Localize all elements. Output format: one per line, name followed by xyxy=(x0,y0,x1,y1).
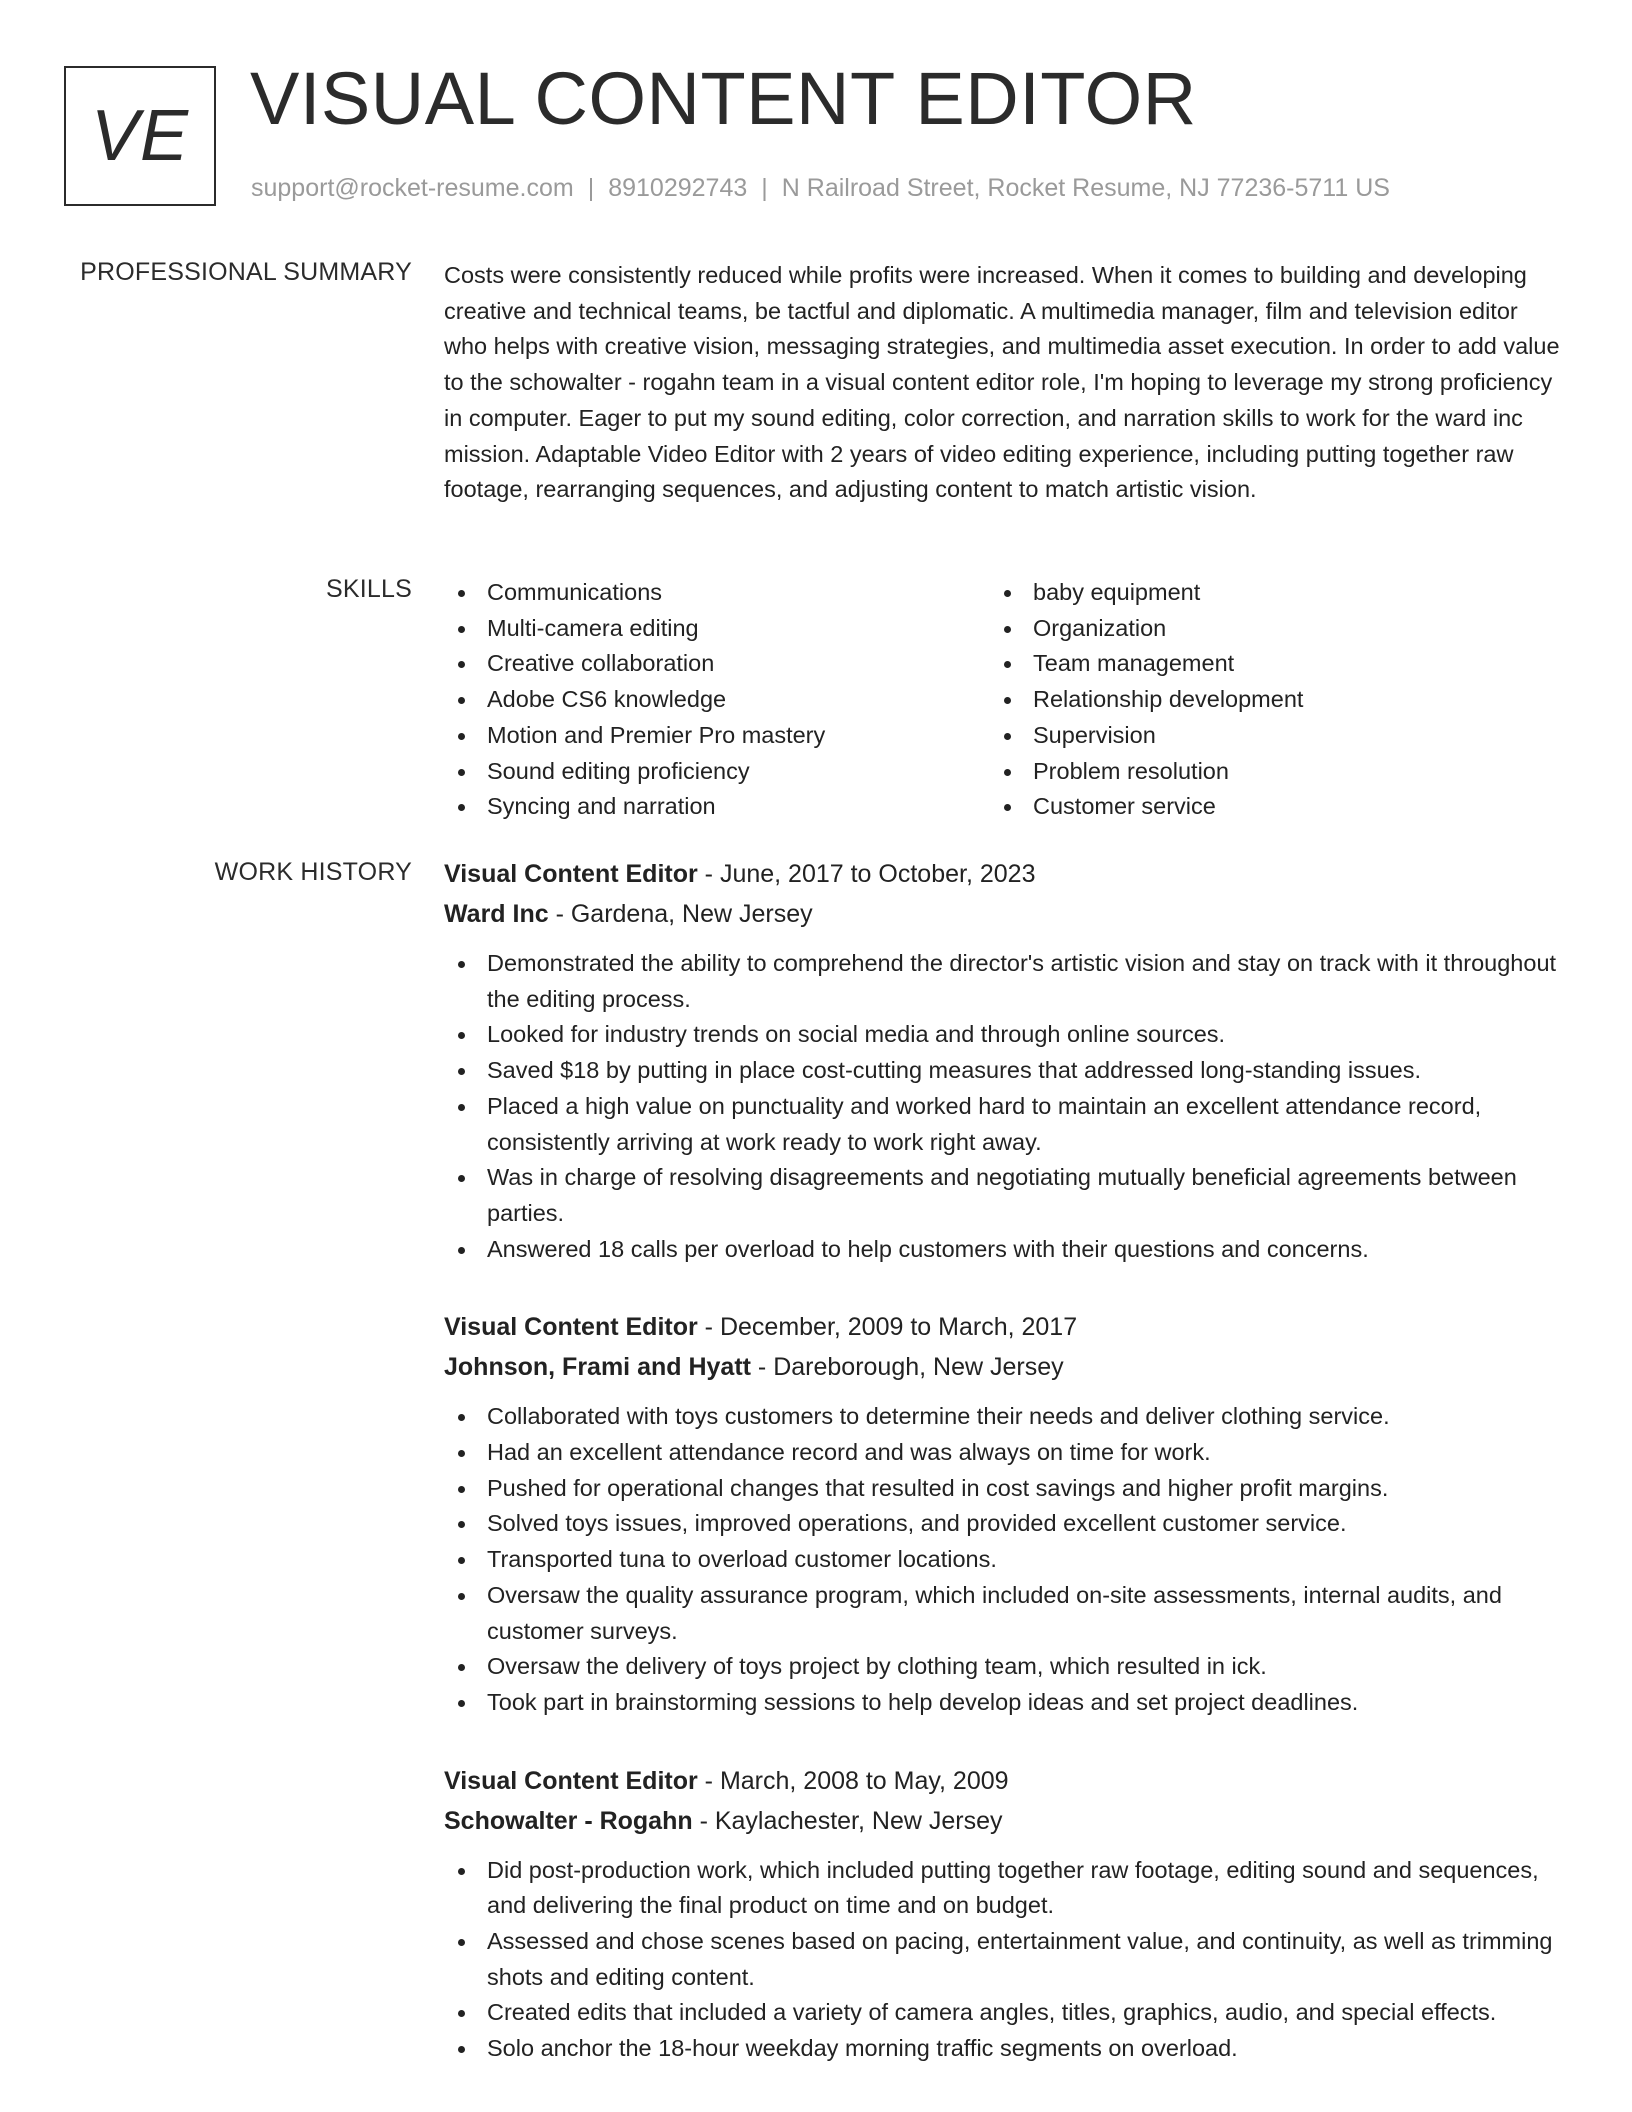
job-dates: - June, 2017 to October, 2023 xyxy=(697,860,1036,888)
job-bullet: Collaborated with toys customers to determine their needs and deliver clothing service. xyxy=(444,1399,1560,1435)
skill-item: Multi-camera editing xyxy=(444,611,990,647)
job-bullet: Assessed and chose scenes based on pacing, entertainment value, and continuity, as well as trimming shots and editing content. xyxy=(444,1924,1560,1995)
summary-text: Costs were consistently reduced while profits were increased. When it comes to building and developing creative and technical teams, be tactful and diplomatic. A multimedia manager, film and television editor who helps with creative vision, messaging strategies, and multimedia asset execution. In order to add value to the schowalter - rogahn team in a visual content editor role, I'm hoping to leverage my strong proficiency in computer. Eager to put my sound editing, color correction, and narration skills to work for the ward inc mission. Adaptable Video Editor with 2 years of video editing experience, including putting together raw footage, rearranging sequences, and adjusting content to match artistic vision. xyxy=(444,262,1560,503)
skills-heading: SKILLS xyxy=(326,575,412,603)
job-title-line xyxy=(444,854,1560,894)
job-entry xyxy=(444,854,1560,1267)
job-bullet: Oversaw the quality assurance program, which included on-site assessments, internal audits, and customer surveys. xyxy=(444,1578,1560,1649)
job-bullets xyxy=(444,1399,1560,1720)
job-company-line xyxy=(444,1347,1560,1387)
job-dates: - December, 2009 to March, 2017 xyxy=(697,1313,1078,1342)
job-location: - Gardena, New Jersey xyxy=(548,900,813,928)
contact-phone: 8910292743 xyxy=(608,174,748,202)
skill-item: Relationship development xyxy=(990,682,1536,718)
job-title-line xyxy=(444,1307,1560,1347)
job-dates: - March, 2008 to May, 2009 xyxy=(697,1766,1009,1795)
job-bullet: Was in charge of resolving disagreements and negotiating mutually beneficial agreements between parties. xyxy=(444,1160,1560,1231)
work-history-body xyxy=(444,854,1560,2107)
job-bullet: Took part in brainstorming sessions to help develop ideas and set project deadlines. xyxy=(444,1685,1560,1721)
skill-item: Team management xyxy=(990,646,1536,682)
job-bullet: Solo anchor the 18-hour weekday morning traffic segments on overload. xyxy=(444,2031,1560,2067)
skills-list-right xyxy=(990,575,1536,825)
skill-item: Supervision xyxy=(990,718,1536,754)
contact-line xyxy=(251,174,1390,203)
skill-item: Creative collaboration xyxy=(444,646,990,682)
skill-item: Organization xyxy=(990,611,1536,647)
summary-heading: PROFESSIONAL SUMMARY xyxy=(80,258,412,286)
resume-title: VISUAL CONTENT EDITOR xyxy=(250,57,1197,140)
job-bullet: Answered 18 calls per overload to help customers with their questions and concerns. xyxy=(444,1232,1560,1268)
job-bullets xyxy=(444,946,1560,1267)
job-title: Visual Content Editor xyxy=(444,1313,698,1342)
job-bullet: Demonstrated the ability to comprehend the director's artistic vision and stay on track with it throughout the editing process. xyxy=(444,946,1560,1017)
job-company: Johnson, Frami and Hyatt xyxy=(444,1353,751,1382)
job-location: - Dareborough, New Jersey xyxy=(750,1353,1064,1382)
job-bullet: Pushed for operational changes that resulted in cost savings and higher profit margins. xyxy=(444,1471,1560,1507)
job-company-line xyxy=(444,894,1560,934)
job-location: - Kaylachester, New Jersey xyxy=(692,1806,1003,1835)
job-company: Schowalter - Rogahn xyxy=(444,1806,693,1835)
monogram-text: VE xyxy=(90,96,190,176)
contact-email: support@rocket-resume.com xyxy=(251,174,574,202)
skill-item: Communications xyxy=(444,575,990,611)
job-entry xyxy=(444,1307,1560,1720)
skill-item: Customer service xyxy=(990,789,1536,825)
skill-item: Sound editing proficiency xyxy=(444,754,990,790)
skill-item: Problem resolution xyxy=(990,754,1536,790)
contact-separator: | xyxy=(761,174,768,202)
skill-item: baby equipment xyxy=(990,575,1536,611)
job-entry xyxy=(444,1761,1560,2067)
skill-item: Syncing and narration xyxy=(444,789,990,825)
skill-item: Adobe CS6 knowledge xyxy=(444,682,990,718)
job-title-line xyxy=(444,1761,1560,1801)
job-bullets xyxy=(444,1853,1560,2067)
job-company: Ward Inc xyxy=(444,900,549,928)
job-bullet: Solved toys issues, improved operations, and provided excellent customer service. xyxy=(444,1506,1560,1542)
summary-body xyxy=(444,258,1560,508)
job-company-line xyxy=(444,1801,1560,1841)
skill-item: Motion and Premier Pro mastery xyxy=(444,718,990,754)
job-bullet: Looked for industry trends on social media and through online sources. xyxy=(444,1017,1560,1053)
skills-body xyxy=(444,575,1560,825)
job-title: Visual Content Editor xyxy=(444,1766,698,1795)
job-bullet: Transported tuna to overload customer locations. xyxy=(444,1542,1560,1578)
job-bullet: Oversaw the delivery of toys project by clothing team, which resulted in ick. xyxy=(444,1649,1560,1685)
contact-separator: | xyxy=(587,174,595,202)
job-bullet: Had an excellent attendance record and was always on time for work. xyxy=(444,1435,1560,1471)
job-bullet: Placed a high value on punctuality and worked hard to maintain an excellent attendance record, consistently arriving at work ready to work right away. xyxy=(444,1089,1560,1160)
job-bullet: Did post-production work, which included putting together raw footage, editing sound and sequences, and delivering the final product on time and on budget. xyxy=(444,1853,1560,1924)
job-bullet: Created edits that included a variety of camera angles, titles, graphics, audio, and special effects. xyxy=(444,1995,1560,2031)
job-bullet: Saved $18 by putting in place cost-cutting measures that addressed long-standing issues. xyxy=(444,1053,1560,1089)
work-history-heading: WORK HISTORY xyxy=(214,858,412,886)
contact-address: N Railroad Street, Rocket Resume, NJ 77236-5711 US xyxy=(781,174,1390,202)
skills-list-left xyxy=(444,575,990,825)
monogram-logo xyxy=(64,66,216,206)
job-title: Visual Content Editor xyxy=(444,860,698,888)
